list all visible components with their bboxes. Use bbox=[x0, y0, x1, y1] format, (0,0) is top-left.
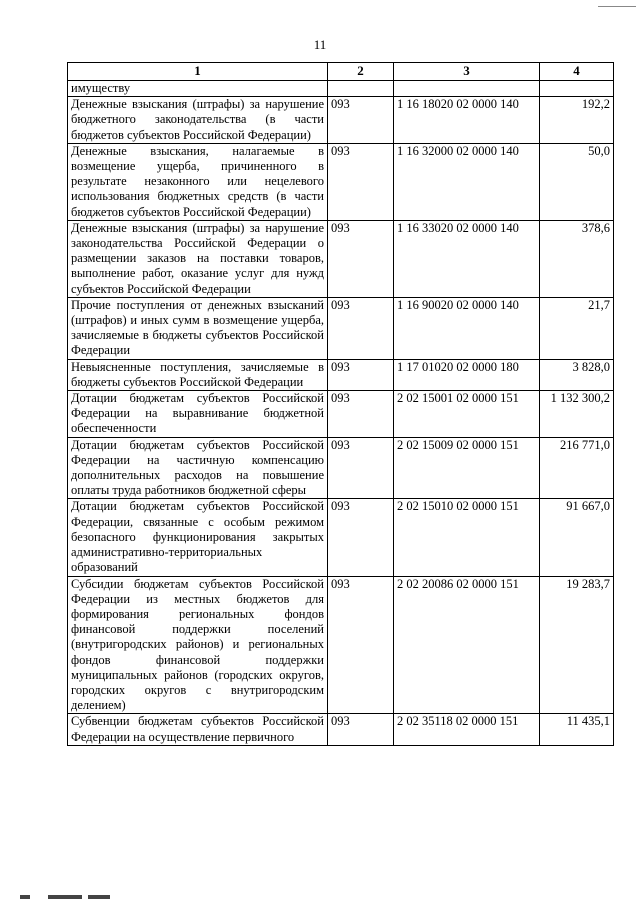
admin-code-cell: 093 bbox=[328, 437, 394, 499]
scan-artifact bbox=[20, 895, 30, 899]
table-row bbox=[68, 359, 614, 390]
budget-code-cell: 2 02 15001 02 0000 151 bbox=[394, 391, 540, 438]
scan-artifact bbox=[88, 895, 110, 899]
table-row bbox=[68, 714, 614, 745]
budget-code-cell: 1 16 33020 02 0000 140 bbox=[394, 220, 540, 297]
amount-cell: 19 283,7 bbox=[540, 576, 614, 714]
admin-code-cell: 093 bbox=[328, 220, 394, 297]
table-row bbox=[68, 391, 614, 438]
admin-code-cell: 093 bbox=[328, 576, 394, 714]
admin-code-cell: 093 bbox=[328, 714, 394, 745]
revenue-name-cell: Прочие поступления от денежных взысканий (штрафов) и иных сумм в возмещение ущерба, зачисляемые в бюджеты субъектов Российской Федерации bbox=[68, 297, 328, 359]
scan-artifact bbox=[48, 895, 82, 899]
revenue-name-cell: Денежные взыскания, налагаемые в возмещение ущерба, причиненного в результате незаконного или нецелевого использования бюджетных средств (в части бюджетов субъектов Российской Федерации) bbox=[68, 143, 328, 220]
budget-code-cell: 1 17 01020 02 0000 180 bbox=[394, 359, 540, 390]
amount-cell: 21,7 bbox=[540, 297, 614, 359]
table-header-row bbox=[68, 63, 614, 81]
table-row bbox=[68, 297, 614, 359]
budget-code-cell: 2 02 35118 02 0000 151 bbox=[394, 714, 540, 745]
admin-code-cell: 093 bbox=[328, 391, 394, 438]
budget-code-cell bbox=[394, 81, 540, 97]
column-header-4: 4 bbox=[540, 63, 614, 81]
table-row bbox=[68, 220, 614, 297]
column-header-2: 2 bbox=[328, 63, 394, 81]
admin-code-cell: 093 bbox=[328, 359, 394, 390]
revenue-name-cell: Субсидии бюджетам субъектов Российской Федерации из местных бюджетов для формирования региональных фондов финансовой поддержки поселений (внутригородских районов) и региональных фондов финансовой поддержки муниципальных районов (городских округов, городских округов с внутригородским делением) bbox=[68, 576, 328, 714]
amount-cell: 378,6 bbox=[540, 220, 614, 297]
budget-revenue-table bbox=[67, 62, 614, 746]
column-header-1: 1 bbox=[68, 63, 328, 81]
admin-code-cell: 093 bbox=[328, 297, 394, 359]
table-row bbox=[68, 499, 614, 576]
amount-cell: 91 667,0 bbox=[540, 499, 614, 576]
amount-cell: 3 828,0 bbox=[540, 359, 614, 390]
revenue-name-cell: Невыясненные поступления, зачисляемые в бюджеты субъектов Российской Федерации bbox=[68, 359, 328, 390]
amount-cell bbox=[540, 81, 614, 97]
amount-cell: 192,2 bbox=[540, 97, 614, 144]
table-row bbox=[68, 576, 614, 714]
amount-cell: 11 435,1 bbox=[540, 714, 614, 745]
admin-code-cell: 093 bbox=[328, 499, 394, 576]
table-row bbox=[68, 143, 614, 220]
amount-cell: 50,0 bbox=[540, 143, 614, 220]
revenue-name-cell: Дотации бюджетам субъектов Российской Федерации на частичную компенсацию дополнительных расходов на повышение оплаты труда работников бюджетной сферы bbox=[68, 437, 328, 499]
continuation-text: имуществу bbox=[68, 81, 328, 97]
revenue-name-cell: Денежные взыскания (штрафы) за нарушение законодательства Российской Федерации о размещении заказов на поставки товаров, выполнение работ, оказание услуг для нужд субъектов Российской Федерации bbox=[68, 220, 328, 297]
budget-code-cell: 2 02 20086 02 0000 151 bbox=[394, 576, 540, 714]
table-row bbox=[68, 97, 614, 144]
revenue-name-cell: Денежные взыскания (штрафы) за нарушение бюджетного законодательства (в части бюджетов субъектов Российской Федерации) bbox=[68, 97, 328, 144]
table-row bbox=[68, 437, 614, 499]
column-header-3: 3 bbox=[394, 63, 540, 81]
admin-code-cell: 093 bbox=[328, 143, 394, 220]
revenue-name-cell: Дотации бюджетам субъектов Российской Федерации на выравнивание бюджетной обеспеченности bbox=[68, 391, 328, 438]
scan-artifact bbox=[598, 6, 636, 7]
admin-code-cell bbox=[328, 81, 394, 97]
budget-code-cell: 1 16 32000 02 0000 140 bbox=[394, 143, 540, 220]
revenue-name-cell: Дотации бюджетам субъектов Российской Федерации, связанные с особым режимом безопасного функционирования закрытых административно-территориальных образований bbox=[68, 499, 328, 576]
table-row-continuation bbox=[68, 81, 614, 97]
amount-cell: 216 771,0 bbox=[540, 437, 614, 499]
amount-cell: 1 132 300,2 bbox=[540, 391, 614, 438]
budget-code-cell: 1 16 90020 02 0000 140 bbox=[394, 297, 540, 359]
budget-code-cell: 2 02 15009 02 0000 151 bbox=[394, 437, 540, 499]
budget-code-cell: 2 02 15010 02 0000 151 bbox=[394, 499, 540, 576]
page-number: 11 bbox=[313, 37, 327, 52]
admin-code-cell: 093 bbox=[328, 97, 394, 144]
revenue-name-cell: Субвенции бюджетам субъектов Российской Федерации на осуществление первичного bbox=[68, 714, 328, 745]
budget-code-cell: 1 16 18020 02 0000 140 bbox=[394, 97, 540, 144]
